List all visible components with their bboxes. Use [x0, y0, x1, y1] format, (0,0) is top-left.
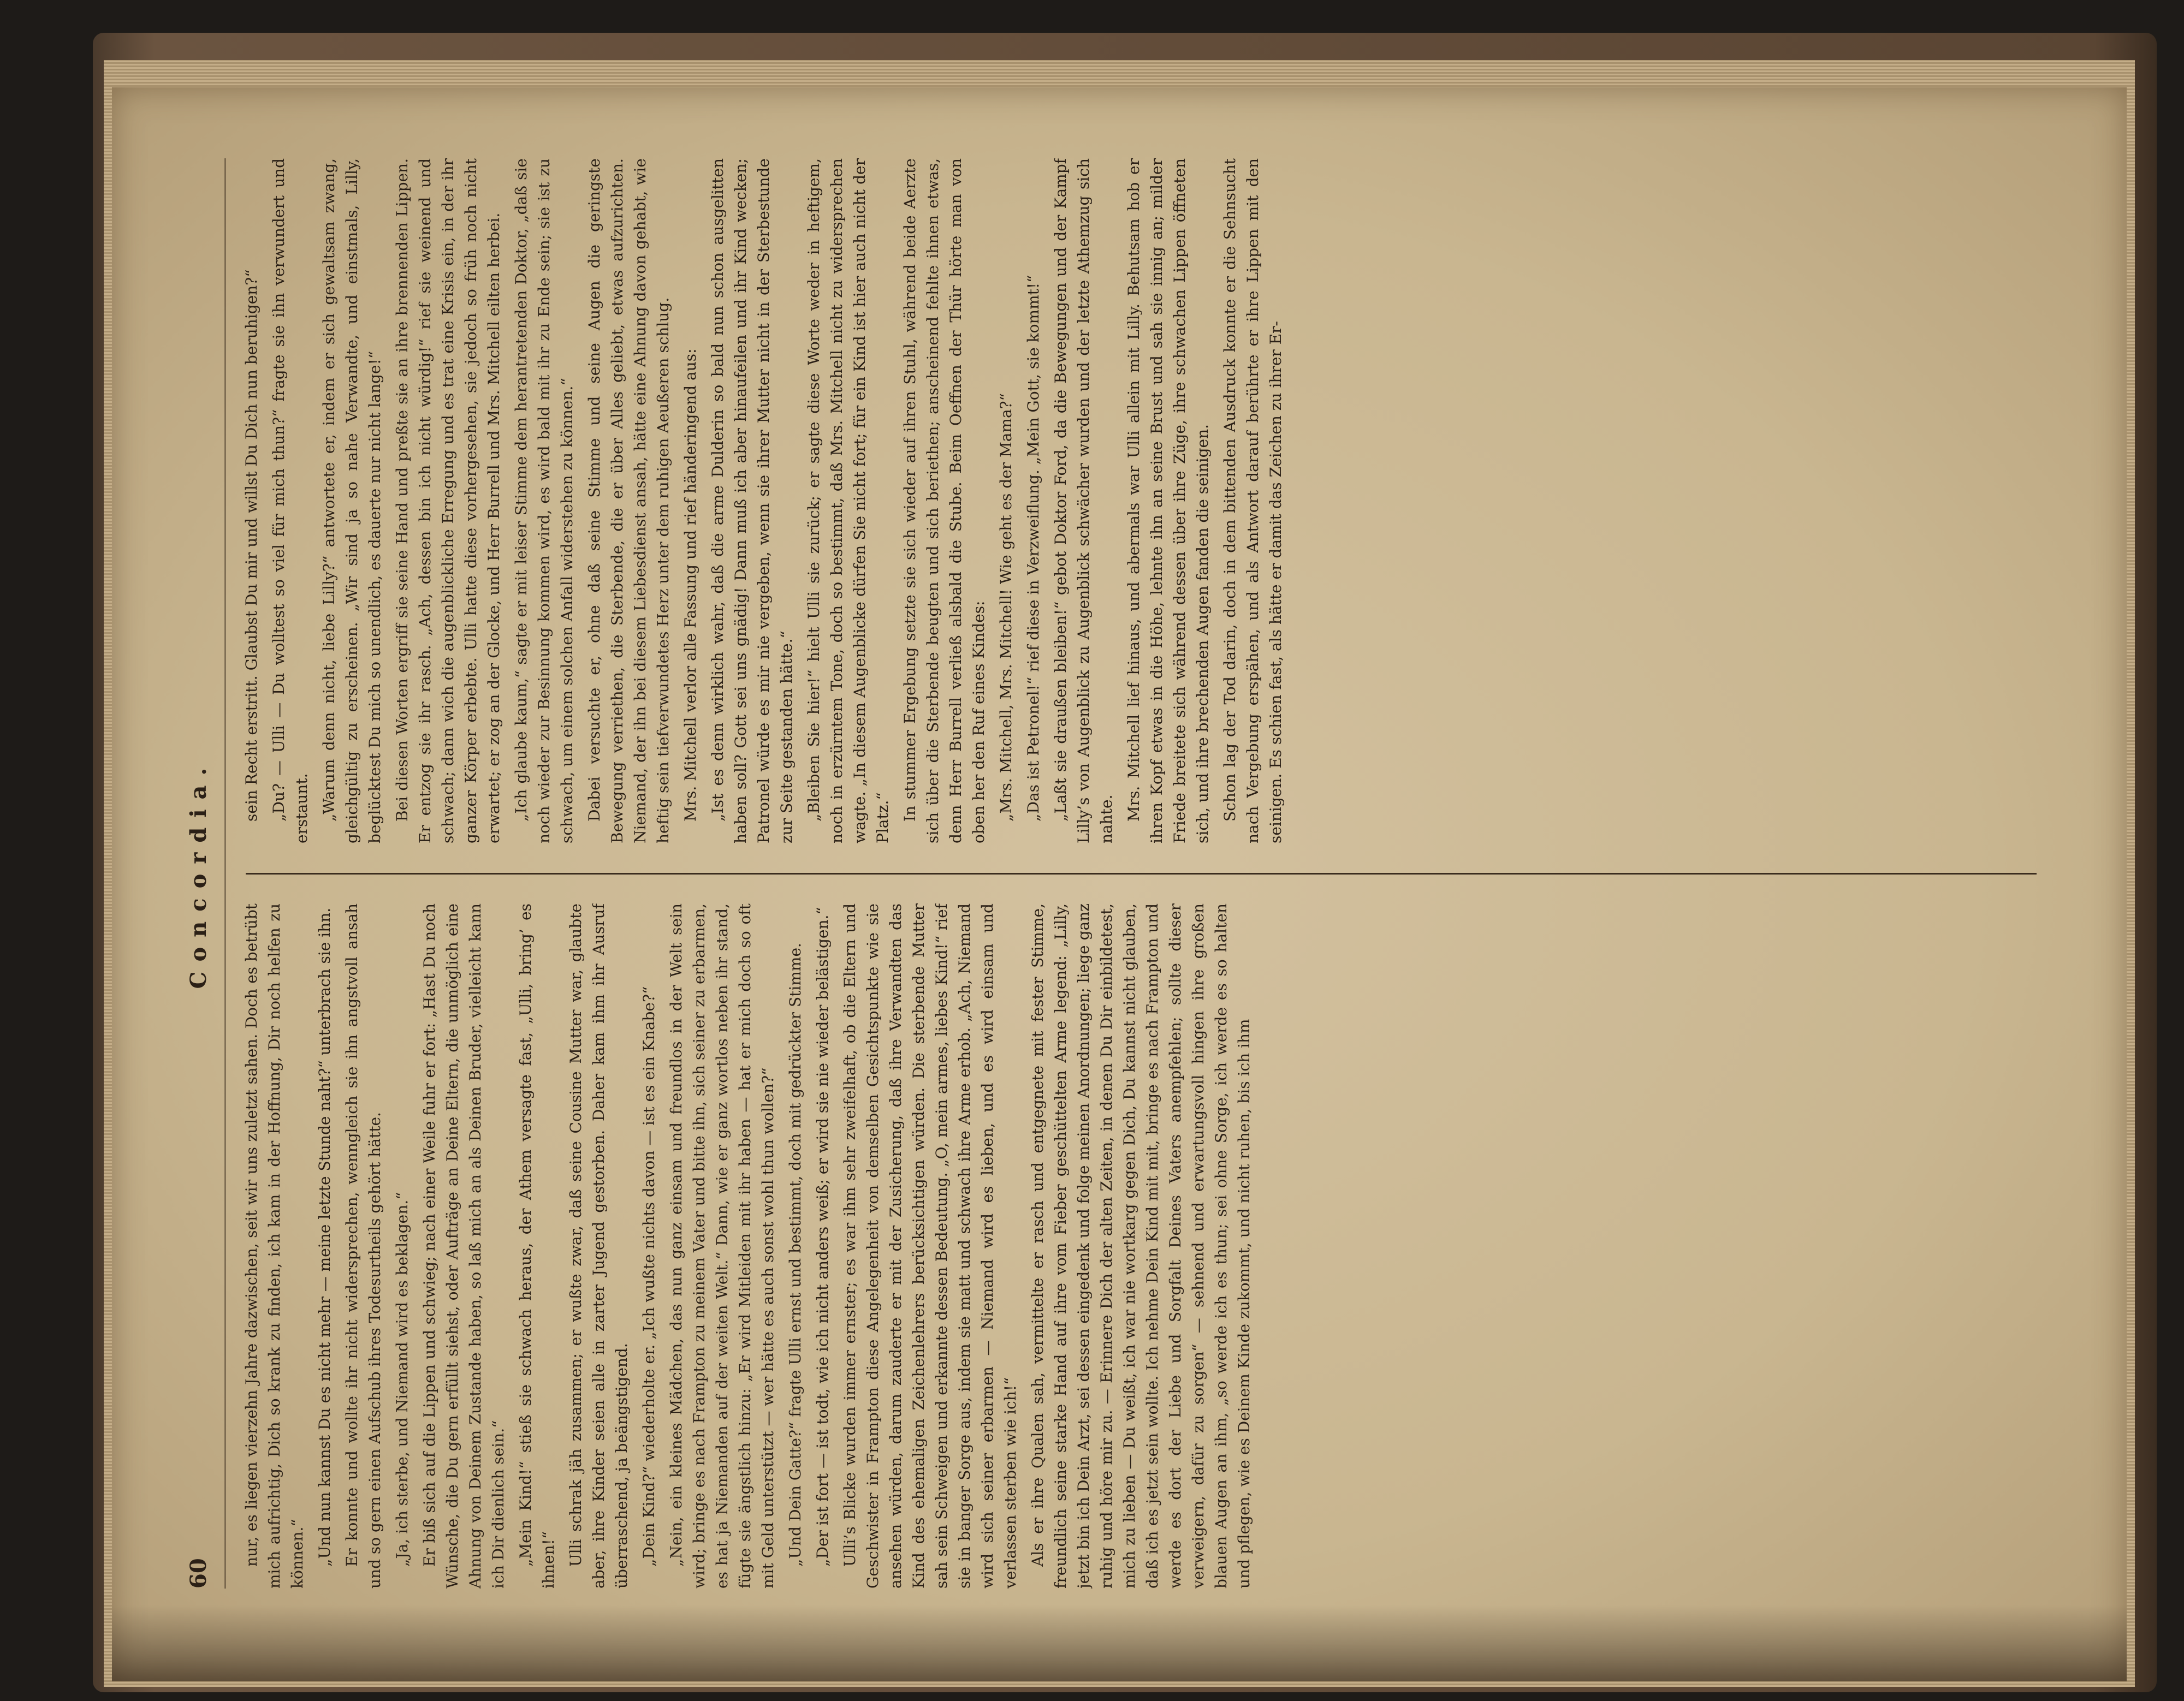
page-header: [186, 158, 226, 1589]
paragraph: „Ja, ich sterbe, und Niemand wird es beklagen.“: [393, 1192, 411, 1567]
paragraph: Ulli schrak jäh zusammen; er wußte zwar, daß seine Cousine Mutter war, glaubte aber, ihre Kinder seien alle in zarter Jugend gestorben. Daher kam ihm ihr Ausruf überraschend, ja beängstigend.: [567, 903, 631, 1589]
paragraph: „Du? — Ulli — Du wolltest so viel für mich thun?“ fragte sie ihn verwundert und erstaunt.: [270, 158, 311, 843]
paragraph: „Laßt sie draußen bleiben!“ gebot Doktor Ford, da die Bewegungen und der Kampf Lilly’s von Augenblick zu Augenblick schwächer wurden und der letzte Athemzug sich nahte.: [1052, 158, 1115, 843]
paragraph: Mrs. Mitchell lief hinaus, und abermals war Ulli allein mit Lilly. Behutsam hob er ihren Kopf etwas in die Höhe, lehnte ihn an seine Brust und sah sie innig an; milder Friede breitete sich während dessen über ihre Züge, ihre schwachen Lippen öffneten sich, und ihre brechenden Augen fanden die seinigen.: [1125, 158, 1212, 843]
paragraph: „Dein Kind?“ wiederholte er. „Ich wußte nichts davon — ist es ein Knabe?“: [640, 986, 658, 1567]
paragraph: nur, es liegen vierzehn Jahre dazwischen, seit wir uns zuletzt sahen. Doch es betrübt mich aufrichtig, Dich so krank zu finden, ich kam in der Hoffnung, Dir noch helfen zu können.“: [242, 903, 306, 1589]
paragraph: Schon lag der Tod darin, doch in dem bittenden Ausdruck konnte er die Sehnsucht nach Vergebung erspähen, und als Antwort darauf berührte er ihre Lippen mit den seinigen. Es schien fast, als hätte er damit das Zeichen zu ihrer Er-: [1221, 158, 1285, 843]
paragraph: „Bleiben Sie hier!“ hielt Ulli sie zurück; er sagte diese Worte weder in heftigem, noch in erzürntem Tone, doch so bestimmt, daß Mrs. Mitchell nicht zu widersprechen wagte. „In diesem Augenblicke dürfen Sie nicht fort; für ein Kind ist hier auch nicht der Platz.“: [805, 158, 892, 843]
paragraph: Als er ihre Qualen sah, vermittelte er rasch und entgegnete mit fester Stimme, freundlich seine starke Hand auf ihre vom Fieber geschüttelten Arme legend: „Lilly, jetzt bin ich Dein Arzt, sei dessen eingedenk und folge meinen Anordnungen; liege ganz ruhig und höre mir zu. — Erinnere Dich der alten Zeiten, in denen Du Dir einbildetest, mich zu lieben — Du weißt, ich war nie wortkarg gegen Dich, Du kannst nicht glauben, daß ich es jetzt sein wollte. Ich nehme Dein Kind mit mit, bringe es nach Frampton und werde es dort der Liebe und Sorgfalt Deines Vaters anempfehlen; sollte dieser verweigern, dafür zu sorgen“ — sehnend und erwartungsvoll hingen ihre großen blauen Augen an ihm, „so werde ich es thun; sei ohne Sorge, ich werde es so halten und pflegen, wie es Deinem Kinde zukommt, und nicht ruhen, bis ich ihm: [1029, 903, 1253, 1589]
paragraph: „Und nun kannst Du es nicht mehr — meine letzte Stunde naht?“ unterbrach sie ihn.: [316, 907, 334, 1567]
page-content: [164, 136, 2075, 1610]
paragraph: Dabei versuchte er, ohne daß seine Stimme und seine Augen die geringste Bewegung verriethen, die Sterbende, die er über Alles geliebt, etwas aufzurichten. Niemand, der ihn bei diesem Liebesdienst ansah, hätte eine Ahnung davon gehabt, wie heftig sein tiefverwundetes Herz unter dem ruhigen Aeußeren schlug.: [585, 158, 672, 843]
paragraph: Bei diesen Worten ergriff sie seine Hand und preßte sie an ihre brennenden Lippen. Er entzog sie ihr rasch. „Ach, dessen bin ich nicht würdig!“ rief sie weinend und schwach; dann wich die augenblickliche Erregung und es trat eine Krisis ein, in der ihr ganzer Körper erbebte. Ulli hatte diese vorhergesehen, sie jedoch so früh noch nicht erwartet; er zog an der Glocke, und Herr Burrell und Mrs. Mitchell eilten herbei.: [393, 158, 503, 843]
paragraph: „Das ist Petronel!“ rief diese in Verzweiflung. „Mein Gott, sie kommt!“: [1024, 275, 1042, 822]
rotated-text-area: [164, 136, 2075, 1610]
page-number: 60: [186, 1558, 211, 1589]
paragraph: Mrs. Mitchell verlor alle Fassung und rief händeringend aus:: [681, 348, 699, 822]
paragraph: „Ich glaube kaum,“ sagte er mit leiser Stimme dem herantretenden Doktor, „daß sie noch wieder zur Besinnung kommen wird, es wird bald mit ihr zu Ende sein; sie ist zu schwach, um einem solchen Anfall widerstehen zu können.“: [512, 158, 576, 843]
paragraph: „Warum denn nicht, liebe Lilly?“ antwortete er, indem er sich gewaltsam zwang, gleichgültig zu erscheinen. „Wir sind ja so nahe Verwandte, und einstmals, Lilly, beglücktest Du mich so unendlich, es dauerte nur nicht lange!“: [320, 158, 384, 843]
column-divider: [246, 873, 2037, 875]
paragraph: „Nein, ein kleines Mädchen, das nun ganz einsam und freundlos in der Welt sein wird; bringe es nach Frampton zu meinem Vater und bitte ihn, sich seiner zu erbarmen, es hat ja Niemanden auf der weiten Welt.“ Dann, wie er ganz wortlos neben ihr stand, fügte sie ängstlich hinzu: „Er wird Mitleiden mit ihr haben — hat er mich doch so oft mit Geld unterstützt — wer hätte es auch sonst wohl thun wollen?“: [667, 903, 777, 1589]
paragraph: In stummer Ergebung setzte sie sich wieder auf ihren Stuhl, während beide Aerzte sich über die Sterbende beugten und sich beriethen; anscheinend fehlte ihnen etwas, denn Herr Burrell verließ alsbald die Stube. Beim Oeffnen der Thür hörte man von oben her den Ruf eines Kindes:: [901, 158, 988, 843]
running-title: Concordia.: [186, 758, 211, 989]
left-column: [240, 903, 2042, 1589]
gutter-shadow: [112, 1605, 2127, 1681]
paragraph: Er biß sich auf die Lippen und schwieg; nach einer Weile fuhr er fort: „Hast Du noch Wünsche, die Du gern erfüllt siehst, oder Aufträge an Deine Eltern, die unmöglich eine Ahnung von Deinem Zustande haben, so laß mich an als Deinen Bruder, vielleicht kann ich Dir dienlich sein.“: [420, 903, 507, 1589]
paragraph: „Der ist fort — ist todt, wie ich nicht anders weiß; er wird sie nie wieder belästigen.“: [814, 907, 832, 1567]
paragraph: „Mrs. Mitchell, Mrs. Mitchell! Wie geht es der Mama?“: [997, 393, 1015, 822]
paragraph: „Mein Kind!“ stieß sie schwach heraus, der Athem versagte fast, „Ulli, bring’ es ihnen!“: [517, 903, 557, 1589]
paragraph: „Ist es denn wirklich wahr, daß die arme Dulderin so bald nun schon ausgelitten haben soll? Gott sei uns gnädig! Dann muß ich aber hinaufeilen und ihr Kind wecken; Patronel würde es mir nie vergeben, wenn sie ihrer Mutter nicht in der Sterbestunde zur Seite gestanden hätte.“: [709, 158, 796, 843]
paragraph: „Und Dein Gatte?“ fragte Ulli ernst und bestimmt, doch mit gedrückter Stimme.: [786, 943, 804, 1567]
paragraph: Ulli’s Blicke wurden immer ernster; es war ihm sehr zweifelhaft, ob die Eltern und Geschwister in Frampton diese Angelegenheit von demselben Gesichtspunkte wie sie ansehen würden, darum zauderte er mit der Zusicherung, daß ihre Verwandten das Kind des ehemaligen Zeichenlehrers berücksichtigen würden. Die sterbende Mutter sah sein Schweigen und erkannte dessen Bedeutung. „O, mein armes, liebes Kind!“ rief sie in banger Sorge aus, indem sie matt und schwach ihre Arme erhob. „Ach, Niemand wird sich seiner erbarmen — Niemand wird es lieben, und es wird einsam und verlassen sterben wie ich!“: [841, 903, 1019, 1589]
paragraph: sein Recht erstritt. Glaubst Du mir und willst Du Dich nun beruhigen?“: [242, 269, 260, 822]
right-column: [240, 158, 2042, 843]
paragraph: Er konnte und wollte ihr nicht widersprechen, wenngleich sie ihn angstvoll ansah und so gern einen Aufschub ihres Todesurtheils gehört hätte.: [343, 903, 384, 1589]
